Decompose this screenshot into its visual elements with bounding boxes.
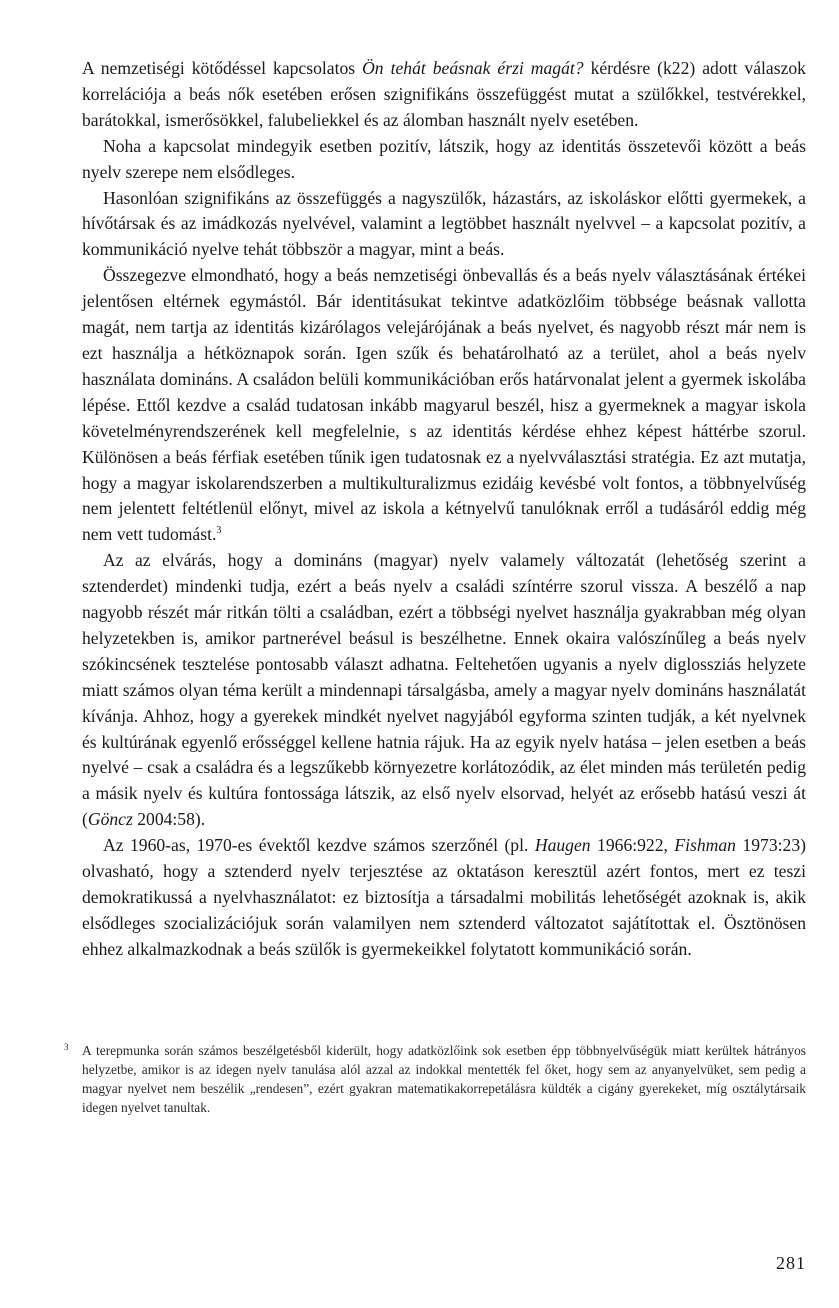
paragraph-text: Hasonlóan szignifikáns az összefüggés a nagyszülők, házastárs, az iskoláskor előtti gyermekek, a hívőtársak és az imádkozás nyelvével, valamint a legtöbbet használt nyelvvel – a kapcsolat pozitív, a kommunikáció nyelve tehát többször a magyar, mint a beás. (82, 187, 806, 260)
paragraph (82, 186, 806, 264)
footnote (64, 1041, 806, 1117)
paragraph-text: Összegezve elmondható, hogy a beás nemzetiségi önbevallás és a beás nyelv választásának értékei jelentősen eltérnek egymástól. Bár identitásukat tekintve adatközlőim többsége beásnak vallotta magát, nem tartja az identitás kizárólagos velejárójának a beás nyelvet, és nagyobb részt már nem is ezt használja a hétköznapok során. Igen szűk és behatárolható az a terület, ahol a beás nyelv használata domináns. A családon belüli kommunikációban erős határvonalat jelent a gyermek iskolába lépése. Ettől kezdve a család tudatosan inkább magyarul beszél, hisz a gyermeknek a magyar iskola követelményrendszerének kell megfelelnie, s az identitás kérdése ehhez képest háttérbe szorul. Különösen a beás férfiak esetében tűnik igen tudatosnak ez a nyelvválasztási stratégia. Ez azt mutatja, hogy a magyar iskolarendszerben a multikulturalizmus ezidáig kevésbé volt fontos, a többnyelvűség nem jelentett feltétlenül előnyt, mivel az iskola a kétnyelvű tanulóknak erről a tudásáról eddig még nem vett tudomást. (82, 265, 806, 545)
paragraph-text: 1966:922, (590, 835, 675, 856)
paragraph-text: Noha a kapcsolat mindegyik esetben pozitív, látszik, hogy az identitás összetevői között a beás nyelv szerepe nem elsődleges. (82, 135, 806, 182)
paragraph-text: A nemzetiségi kötődéssel kapcsolatos (82, 58, 363, 78)
paragraph-text: Az az elvárás, hogy a domináns (magyar) nyelv valamely változatát (lehetőség szerint a sztenderdet) mindenki tudja, ezért a beás nyelv a családi színtérre szorul vissza. A beszélő a nap nagyobb részét már ritkán tölti a családban, ezért a többségi nyelvet használja gyakrabban még olyan helyzetekben is, amikor partnerével beásul is beszélhetne. Ennek okaira valószínűleg a beás nyelv szókincsének tesztelése pontosabb választ adhatna. Feltehetően ugyanis a nyelv diglossziás helyzete miatt számos olyan téma került a mindennapi társalgásba, amely a magyar nyelv domináns használatát kívánja. Ahhoz, hogy a gyerekek mindkét nyelvet nagyjából egyforma szinten tudják, a két nyelvnek és kultúrának egyenlő erősséggel kellene hatnia rájuk. Ha az egyik nyelv hatása – jelen esetben a beás nyelvé – csak a családra és a legszűkebb környezetre korlátozódik, az élet minden más területén pedig a másik nyelv és kultúra fontossága látszik, az első nyelv elsorvad, helyét az erősebb hatású veszi át ( (82, 550, 806, 830)
footnote-marker: 3 (64, 1042, 69, 1052)
page-number: 281 (776, 1253, 806, 1273)
paragraph-text: Az 1960-as, 1970-es évektől kezdve számos szerzőnél (pl. (103, 835, 535, 856)
main-text (82, 56, 806, 963)
italic-text: Ön tehát beásnak érzi magát? (362, 58, 584, 78)
paragraph-text: 1973:23) olvasható, hogy a sztenderd nyelv terjesztése az oktatáson keresztül azért fontos, mert ez teszi demokratikussá a nyelvhasználatot: ez biztosítja a társadalmi mobilitás lehetőségét azoknak is, akik elsődleges szocializációjuk során valamilyen nem sztenderd változatot sajátítottak el. Ösztönösen ehhez alkalmazkodnak a beás szülők is gyermekeikkel folytatott kommunikáció során. (82, 835, 806, 959)
paragraph (82, 548, 806, 833)
italic-text: Haugen (534, 835, 591, 856)
paragraph-text: kérdésre (k22) adott válaszok korrelációja a beás nők esetében erősen szignifikáns összefüggést mutat a szülőkkel, testvérekkel, barátokkal, ismerősökkel, falubeliekkel és az álomban használt nyelv esetében. (82, 58, 806, 130)
italic-text: Göncz (87, 809, 133, 830)
footnote-reference: 3 (216, 525, 222, 537)
paragraph (82, 263, 806, 548)
footnote-text: A terepmunka során számos beszélgetésből kiderült, hogy adatközlőink sok esetben épp többnyelvűségük miatt kerültek hátrányos helyzetbe, amikor is az idegen nyelv tanulása alól azzal az indokkal mentették fel őket, hogy sem az anyanyelvüket, sem pedig a magyar nyelvet nem beszélik „rendesen”, ezért gyakran matematikakorrepetálásra küldték a cigány gyerekeket, míg osztálytársaik idegen nyelvet tanultak. (82, 1043, 806, 1115)
paragraph-text: 2004:58). (132, 809, 206, 830)
italic-text: Fishman (674, 835, 736, 856)
paragraph (82, 134, 806, 186)
paragraph (82, 56, 806, 134)
paragraph (82, 833, 806, 963)
